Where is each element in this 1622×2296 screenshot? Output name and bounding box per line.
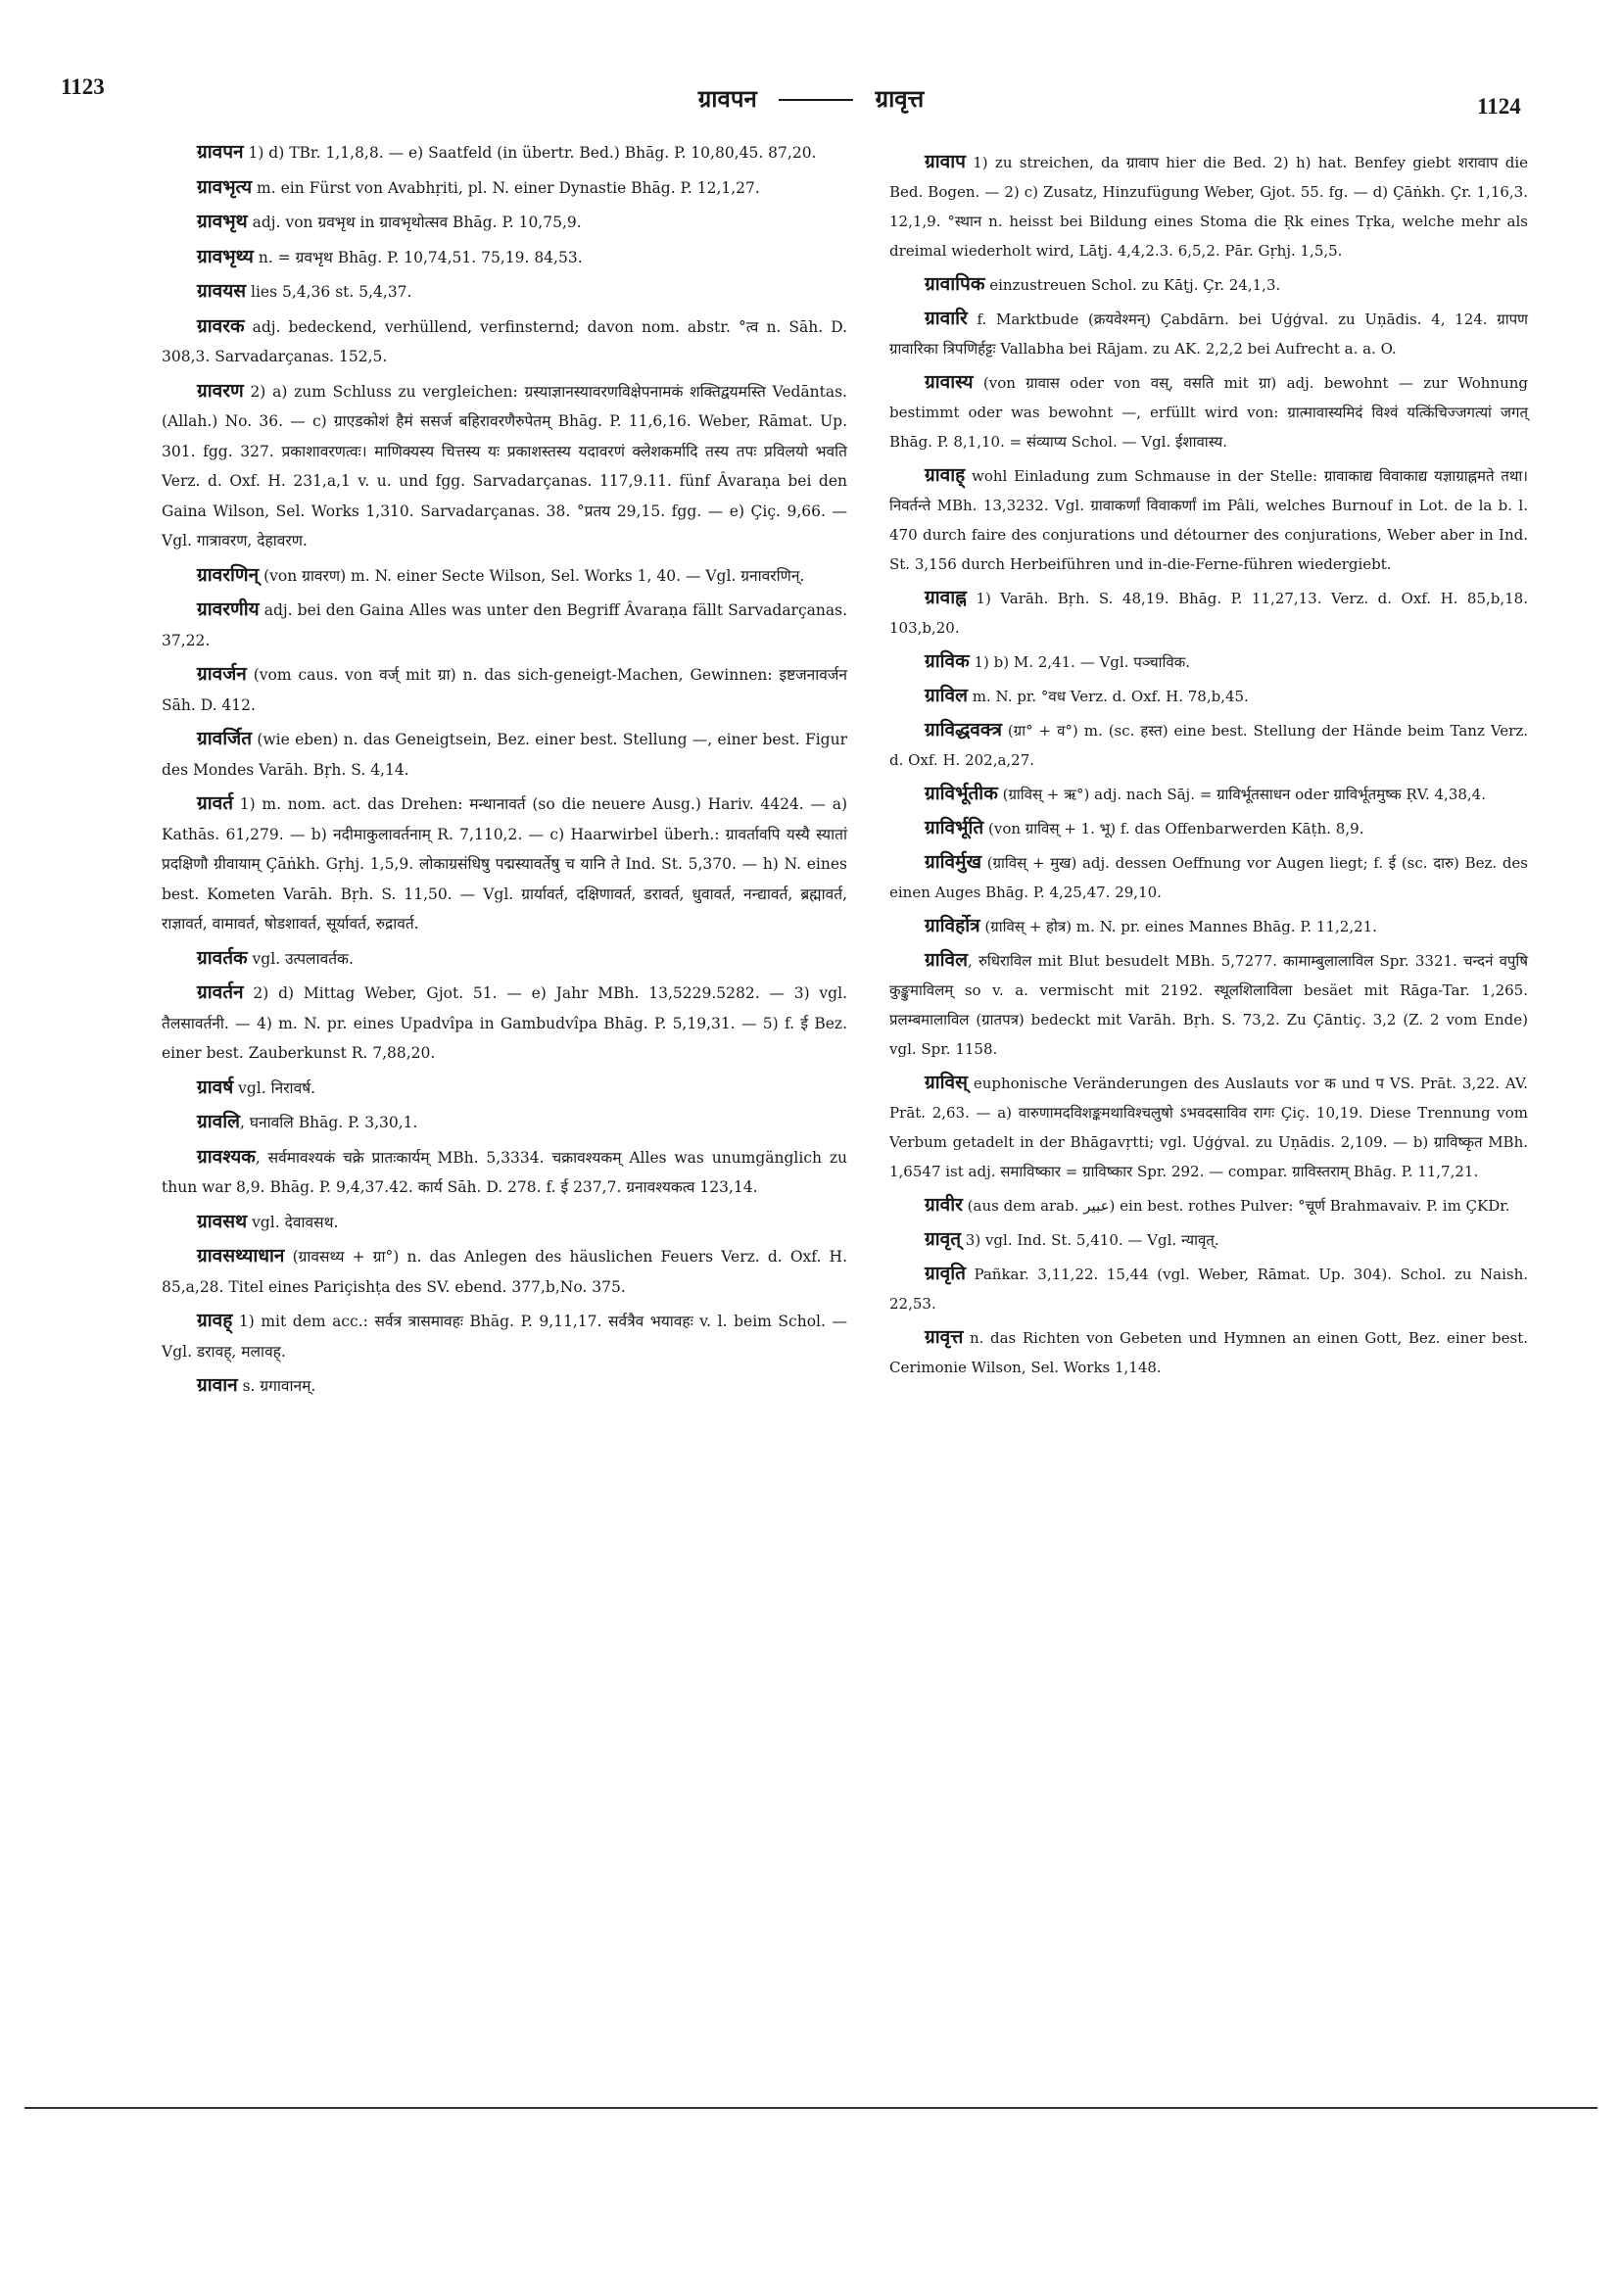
dictionary-entry: [889, 367, 1528, 456]
dictionary-entry: [889, 911, 1528, 941]
entry-text: einzustreuen Schol. zu Kāṭj. Çr. 24,1,3.: [984, 276, 1281, 294]
entry-text: vgl. उत्पलावर्तक.: [247, 949, 354, 968]
entry-headword: ग्रावापिक: [925, 273, 985, 295]
entry-text: m. ein Fürst von Avabhṛiti, pl. N. einer Dynastie Bhāg. P. 12,1,27.: [252, 178, 760, 197]
dictionary-entry: [162, 276, 847, 308]
entry-headword: ग्रावर्तक: [197, 946, 248, 969]
dictionary-entry: [889, 583, 1528, 643]
entry-text: 2) a) zum Schluss zu vergleichen: ग्रस्याज्ञानस्यावरणविक्षेपनामकं शक्तिद्वयमस्ति Vedāntas. (Allah.) No. 36. — c) ग्राएडकोशं हैमं ससर्ज बहिरावरणैरुपेतम् Bhāg. P. 11,6,16. Weber, Rāmat. Up. 301. fgg. 327. प्रकाशावरणत्वः। माणिक्यस्य चित्तस्य यः प्रकाशस्तस्य यदावरणं क्लेशकर्मादि तस्य तपः प्रविलयो भवति Verz. d. Oxf. H. 231,a,1 v. u. und fgg. Sarvadarçanas. 117,9.11. fünf Âvaraṇa bei den Gaina Wilson, Sel. Works 1,310. Sarvadarçanas. 38. °प्रतय 29,15. fgg. — e) Çiç. 9,66. — Vgl. गात्रावरण, देहावरण.: [162, 382, 847, 550]
entry-headword: ग्रावयस: [197, 280, 247, 302]
entry-text: adj. bedeckend, verhüllend, verfinsternd; davon nom. abstr. °त्व n. Sāh. D. 308,3. Sarvadarçanas. 152,5.: [162, 317, 847, 365]
dictionary-entry: [162, 1241, 847, 1302]
entry-text: 1) zu streichen, da ग्रावाप hier die Bed. 2) h) hat. Benfey giebt शरावाप die Bed. Bogen. — 2) c) Zusatz, Hinzufügung Weber, Gjot. 55. fg. — d) Çāṅkh. Çr. 1,16,3. 12,1,9. °स्थान n. heisst bei Bildung eines Stoma die Ṛk eines Tṛka, welche mehr als dreimal wiederholt wird, Lāṭj. 4,4,2.3. 6,5,2. Pār. Gṛhj. 1,5,5.: [889, 154, 1528, 260]
entry-text: (von ग्राविस् + 1. भू) f. das Offenbarwerden Kāṭh. 8,9.: [983, 820, 1364, 837]
entry-text: n. = ग्रवभृथ Bhāg. P. 10,74,51. 75,19. 84,53.: [253, 248, 583, 266]
dictionary-entry: [889, 945, 1528, 1064]
entry-headword: ग्रावर्तन: [197, 981, 244, 1003]
entry-headword: ग्राविल: [925, 949, 969, 971]
entry-headword: ग्राविल: [925, 685, 969, 706]
entry-headword: ग्रावर्जित: [197, 728, 253, 749]
entry-text: adj. von ग्रवभृथ in ग्रावभृथोत्सव Bhāg. P. 10,75,9.: [247, 214, 582, 231]
dictionary-entry: [889, 1259, 1528, 1318]
entry-headword: ग्रावपन: [197, 141, 244, 163]
entry-text: (von ग्रावास oder von वस्, वसति mit ग्रा) adj. bewohnt — zur Wohnung bestimmt oder was bewohnt —, erfüllt wird von: ग्रात्मावास्यमिदं विश्वं यत्किंचिज्जगत्यां जगत् Bhāg. P. 8,1,10. = संव्याप्य Schol. — Vgl. ईशावास्य.: [889, 374, 1528, 451]
dictionary-entry: [889, 1322, 1528, 1382]
entry-headword: ग्रावास्य: [925, 371, 974, 393]
right-column: [889, 147, 1528, 1386]
entry-headword: ग्रावृति: [925, 1263, 966, 1284]
entry-text: lies 5,4,36 st. 5,4,37.: [246, 283, 412, 301]
entry-text: , सर्वमावश्यकं चक्रे प्रातःकार्यम् MBh. 5,3334. चक्रावश्यकम् Alles was unumgänglich zu thun war 8,9. Bhāg. P. 9,4,37.42. कार्य Sāh. D. 278. f. ई 237,7. ग्रनावश्यकत्व 123,14.: [162, 1148, 847, 1196]
entry-text: 1) d) TBr. 1,1,8,8. — e) Saatfeld (in übertr. Bed.) Bhāg. P. 10,80,45. 87,20.: [243, 144, 817, 162]
dictionary-entry: [162, 1306, 847, 1366]
running-head-dash: [779, 99, 853, 101]
entry-headword: ग्रावर्जन: [197, 663, 247, 685]
entry-headword: ग्रावभृथ्य: [197, 245, 254, 267]
dictionary-entry: [162, 1207, 847, 1238]
entry-text: (wie eben) n. das Geneigtsein, Bez. einer best. Stellung —, einer best. Figur des Mondes Varāh. Bṛh. S. 4,14.: [162, 731, 847, 779]
entry-headword: ग्रावान: [197, 1374, 238, 1396]
entry-text: (ग्राविस् + मुख) adj. dessen Oeffnung vor Augen liegt; f. ई (sc. दारु) Bez. des einen Auges Bhāg. P. 4,25,47. 29,10.: [889, 854, 1528, 901]
entry-headword: ग्रावरणिन्: [197, 563, 260, 586]
entry-headword: ग्रावरण: [197, 379, 244, 402]
dictionary-entry: [162, 659, 847, 720]
dictionary-entry: [889, 147, 1528, 265]
dictionary-entry: [162, 242, 847, 273]
entry-text: 2) d) Mittag Weber, Gjot. 51. — e) Jahr MBh. 13,5229.5282. — 3) vgl. तैलसावर्तनी. — 4) m. N. pr. eines Upadvîpa in Gambudvîpa Bhāg. P. 5,19,31. — 5) f. ई Bez. einer best. Zauberkunst R. 7,88,20.: [162, 984, 847, 1062]
dictionary-entry: [162, 560, 847, 592]
entry-text: n. das Richten von Gebeten und Hymnen an einen Gott, Bez. einer best. Cerimonie Wilson, Sel. Works 1,148.: [889, 1329, 1528, 1376]
entry-text: Pañkar. 3,11,22. 15,44 (vgl. Weber, Rāmat. Up. 304). Schol. zu Naish. 22,53.: [889, 1266, 1528, 1313]
dictionary-entry: [162, 1142, 847, 1203]
entry-headword: ग्राविर्भूति: [925, 817, 984, 838]
entry-headword: ग्रावाह्: [925, 464, 966, 486]
dictionary-entry: [889, 460, 1528, 579]
dictionary-entry: [162, 595, 847, 655]
dictionary-entry: [162, 789, 847, 939]
entry-headword: ग्रावारि: [925, 308, 968, 329]
entry-text: , घनावलि Bhāg. P. 3,30,1.: [240, 1114, 418, 1131]
running-head-right: ग्रावृत्त: [875, 85, 925, 113]
entry-text: (ग्राविस् + होत्र) m. N. pr. eines Mannes Bhāg. P. 11,2,21.: [979, 918, 1377, 935]
entry-text: , रुधिराविल mit Blut besudelt MBh. 5,7277. कामाम्बुलालाविल Spr. 3321. चन्दनं वपुषि कुङ्कुमाविलम् so v. a. vermischt mit 2192. स्थूलशिलाविला besäet mit Rāga-Tar. 1,265. प्रलम्बमालाविल (ग्रातपत्र) bedeckt mit Varāh. Bṛh. S. 73,2. Zu Çāntiç. 3,2 (Z. 2 vom Ende) vgl. Spr. 1158.: [889, 952, 1528, 1058]
dictionary-entry: [889, 304, 1528, 363]
entry-headword: ग्राविक: [925, 650, 970, 672]
bottom-rule: [24, 2107, 1598, 2109]
entry-text: s. ग्रगावानम्.: [237, 1377, 316, 1395]
entry-headword: ग्रावसथ्याधान: [197, 1245, 285, 1267]
entry-headword: ग्रावलि: [197, 1111, 241, 1132]
entry-text: (ग्रा° + व°) m. (sc. हस्त) eine best. Stellung der Hände beim Tanz Verz. d. Oxf. H. 202,a,27.: [889, 722, 1528, 769]
entry-headword: ग्राविस्: [925, 1072, 968, 1093]
entry-text: 1) Varāh. Bṛh. S. 48,19. Bhāg. P. 11,27,13. Verz. d. Oxf. H. 85,b,18. 103,b,20.: [889, 590, 1528, 637]
page-number-right: 1124: [1477, 94, 1521, 119]
dictionary-entry: [889, 681, 1528, 711]
entry-text: 1) mit dem acc.: सर्वत्र त्रासमावहः Bhāg. P. 9,11,17. सर्वत्रैव भयावहः v. l. beim Schol. — Vgl. डरावह्, मलावह्.: [162, 1313, 847, 1361]
entry-text: vgl. देवावसथ.: [247, 1213, 339, 1231]
dictionary-entry: [889, 715, 1528, 775]
dictionary-entry: [889, 269, 1528, 300]
left-column: [162, 137, 847, 1406]
entry-headword: ग्रावरणीय: [197, 598, 260, 620]
entry-headword: ग्रावर्त: [197, 792, 234, 814]
dictionary-entry: [162, 311, 847, 372]
running-head: [0, 82, 1622, 115]
entry-text: 1) m. nom. act. das Drehen: मन्थानावर्त (so die neuere Ausg.) Hariv. 4424. — a) Kathās. 61,279. — b) नदीमाकुलावर्तनाम् R. 7,110,2. — c) Haarwirbel überh.: ग्रावर्तावपि यस्यै स्यातां प्रदक्षिणौ ग्रीवायाम् Çāṅkh. Gṛhj. 1,5,9. लोकाग्रसंधिषु पद्मस्यावर्तेषु च यानि ते Ind. St. 5,370. — h) N. eines best. Kometen Varāh. Bṛh. S. 11,50. — Vgl. ग्रार्यावर्त, दक्षिणावर्त, डरावर्त, धुवावर्त, नन्द्यावर्त, ब्रह्मावर्त, राज्ञावर्त, वामावर्त, षोडशावर्त, सूर्यावर्त, रुद्रावर्त.: [162, 795, 847, 933]
entry-text: adj. bei den Gaina Alles was unter den Begriff Âvaraṇa fällt Sarvadarçanas. 37,22.: [162, 601, 847, 649]
entry-text: wohl Einladung zum Schmause in der Stelle: ग्रावाकाद्य विवाकाद्य यज्ञाग्राह्नमते तथा। निवर्तन्ते MBh. 13,3232. Vgl. ग्रावाकर्णां विवाकर्णां im Pâli, welches Burnouf in Lot. de la b. l. 470 durch faire des conjurations und détourner des conjurations, Weber aber in Ind. St. 3,156 durch Herbeiführen und in-die-Ferne-führen wiedergiebt.: [889, 467, 1528, 573]
dictionary-entry: [162, 978, 847, 1069]
entry-headword: ग्रावाप: [925, 151, 966, 172]
entry-text: f. Marktbude (क्रयवेश्मन्) Çabdārn. bei Uģģval. zu Uṇādis. 4, 124. ग्रापण ग्रावारिका त्रिपणिर्हट्टः Vallabha bei Rājam. zu AK. 2,2,2 bei Aufrecht a. a. O.: [889, 311, 1528, 358]
dictionary-entry: [162, 172, 847, 204]
dictionary-entry: [162, 1107, 847, 1138]
entry-headword: ग्राविद्धवक्त्र: [925, 719, 1002, 741]
entry-headword: ग्रावभृत्य: [197, 175, 253, 198]
entry-headword: ग्रावश्यक: [197, 1145, 256, 1168]
entry-headword: ग्रावह्: [197, 1310, 233, 1331]
entry-text: (aus dem arab. عبير) ein best. rothes Pulver: °चूर्ण Brahmavaiv. P. im ÇKDr.: [962, 1197, 1510, 1215]
entry-headword: ग्राविर्भूतीक: [925, 783, 998, 804]
entry-text: (ग्राविस् + ऋ°) adj. nach Sāj. = ग्राविर्भूतसाधन oder ग्राविर्भूतमुष्क ṚV. 4,38,4.: [997, 786, 1486, 803]
running-head-left: ग्रावपन: [697, 85, 757, 113]
entry-headword: ग्राविर्होत्र: [925, 915, 980, 936]
entry-headword: ग्रावाह्न: [925, 587, 967, 608]
entry-text: 1) b) M. 2,41. — Vgl. पञ्चाविक.: [969, 653, 1190, 671]
entry-text: m. N. pr. °वध Verz. d. Oxf. H. 78,b,45.: [968, 688, 1249, 705]
entry-headword: ग्रावृत्त: [925, 1326, 964, 1348]
dictionary-entry: [889, 779, 1528, 809]
entry-text: 3) vgl. Ind. St. 5,410. — Vgl. न्यावृत्.: [961, 1231, 1219, 1249]
dictionary-entry: [162, 376, 847, 556]
entry-text: vgl. निरावर्ष.: [233, 1078, 316, 1097]
dictionary-entry: [162, 137, 847, 168]
dictionary-entry: [889, 1190, 1528, 1220]
entry-text: (ग्रावसथ्य + ग्रा°) n. das Anlegen des häuslichen Feuers Verz. d. Oxf. H. 85,a,28. Titel eines Pariçishṭa des SV. ebend. 377,b,No. 375.: [162, 1248, 847, 1296]
entry-headword: ग्रावरक: [197, 314, 245, 337]
entry-headword: ग्रावर्ष: [197, 1076, 234, 1098]
entry-headword: ग्रावृत्: [925, 1228, 962, 1250]
entry-headword: ग्रावसथ: [197, 1210, 248, 1232]
entry-headword: ग्रावीर: [925, 1194, 963, 1216]
dictionary-entry: [889, 1068, 1528, 1186]
entry-text: (vom caus. von वर्ज् mit ग्रा) n. das sich-geneigt-Machen, Gewinnen: इष्टजनावर्जन Sāh. D. 412.: [162, 666, 847, 714]
entry-text: (von ग्रावरण) m. N. einer Secte Wilson, Sel. Works 1, 40. — Vgl. ग्रनावरणिन्.: [259, 566, 805, 585]
dictionary-entry: [162, 207, 847, 238]
dictionary-entry: [162, 724, 847, 785]
dictionary-entry: [162, 943, 847, 975]
entry-text: euphonische Veränderungen des Auslauts vor क und प VS. Prāt. 3,22. AV. Prāt. 2,63. — a) वारुणामदविशङ्कमथाविश्चलुषो ऽभवदसाविव रागः Çiç. 10,19. Diese Trennung vom Verbum getadelt in der Bhāgavṛtti; vgl. Uģģval. zu Uṇādis. 2,109. — b) ग्राविष्कृत MBh. 1,6547 ist adj. समाविष्कार = ग्राविष्कार Spr. 292. — compar. ग्राविस्तराम् Bhāg. P. 11,7,21.: [889, 1075, 1528, 1180]
dictionary-entry: [162, 1073, 847, 1104]
dictionary-entry: [889, 646, 1528, 677]
entry-headword: ग्रावभृथ: [197, 211, 248, 232]
page-number-left: 1123: [61, 74, 105, 99]
dictionary-entry: [889, 1224, 1528, 1255]
dictionary-entry: [162, 1370, 847, 1402]
entry-headword: ग्राविर्मुख: [925, 851, 982, 873]
dictionary-entry: [889, 847, 1528, 907]
dictionary-entry: [889, 813, 1528, 843]
